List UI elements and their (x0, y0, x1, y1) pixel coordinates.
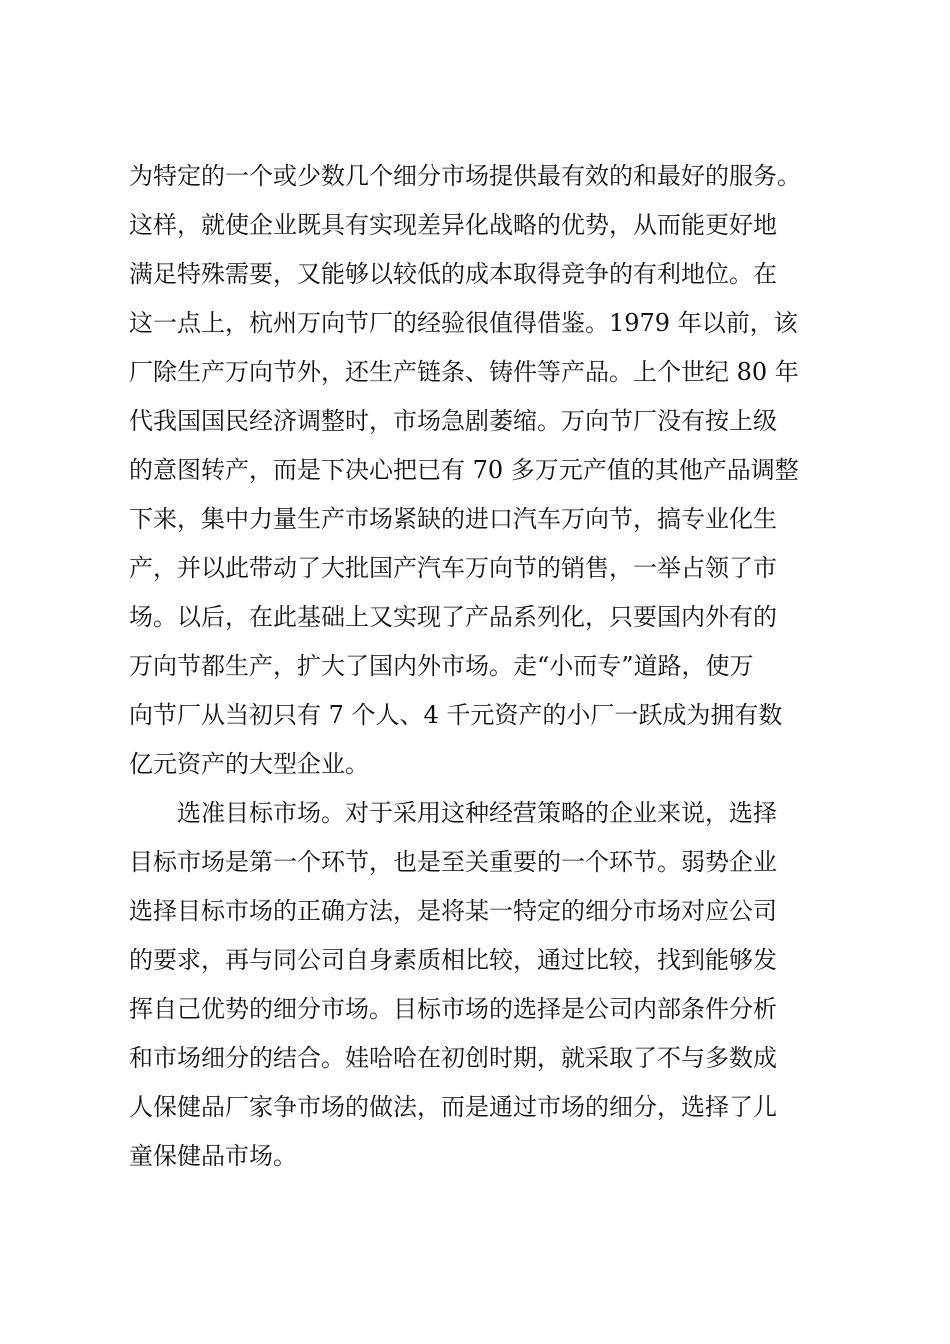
paragraph-line: 产，并以此带动了大批国产汽车万向节的销售，一举占领了市 (129, 554, 777, 582)
paragraph-line: 选准目标市场。对于采用这种经营策略的企业来说，选择 (177, 799, 777, 827)
paragraph-line: 童保健品市场。 (129, 1142, 297, 1170)
paragraph-line: 向节厂从当初只有 7 个人、4 千元资产的小厂一跃成为拥有数 (129, 701, 783, 729)
paragraph-2 (129, 789, 834, 1181)
paragraph-line: 这一点上，杭州万向节厂的经验很值得借鉴。1979 年以前，该 (129, 309, 798, 337)
paragraph-line: 挥自己优势的细分市场。目标市场的选择是公司内部条件分析 (129, 995, 777, 1023)
paragraph-line: 万向节都生产，扩大了国内外市场。走“小而专”道路，使万 (129, 652, 754, 680)
paragraph-line: 代我国国民经济调整时，市场急剧萎缩。万向节厂没有按上级 (129, 407, 777, 435)
paragraph-line: 的要求，再与同公司自身素质相比较，通过比较，找到能够发 (129, 946, 777, 974)
paragraph-line: 这样，就使企业既具有实现差异化战略的优势，从而能更好地 (129, 211, 777, 239)
paragraph-line: 选择目标市场的正确方法，是将某一特定的细分市场对应公司 (129, 897, 777, 925)
paragraph-line: 和市场细分的结合。娃哈哈在初创时期，就采取了不与多数成 (129, 1044, 777, 1072)
paragraph-line: 亿元资产的大型企业。 (129, 750, 369, 778)
paragraph-line: 人保健品厂家争市场的做法，而是通过市场的细分，选择了儿 (129, 1093, 777, 1121)
paragraph-line: 下来，集中力量生产市场紧缺的进口汽车万向节，搞专业化生 (129, 505, 777, 533)
paragraph-line: 厂除生产万向节外，还生产链条、铸件等产品。上个世纪 80 年 (129, 358, 799, 386)
paragraph-line: 场。以后，在此基础上又实现了产品系列化，只要国内外有的 (129, 603, 777, 631)
paragraph-line: 目标市场是第一个环节，也是至关重要的一个环节。弱势企业 (129, 848, 777, 876)
paragraph-line: 满足特殊需要，又能够以较低的成本取得竞争的有利地位。在 (129, 260, 777, 288)
paragraph-1 (129, 152, 834, 789)
paragraph-line: 的意图转产，而是下决心把已有 70 多万元产值的其他产品调整 (129, 456, 799, 484)
paragraph-line: 为特定的一个或少数几个细分市场提供最有效的和最好的服务。 (129, 162, 801, 190)
document-body (129, 152, 834, 1181)
